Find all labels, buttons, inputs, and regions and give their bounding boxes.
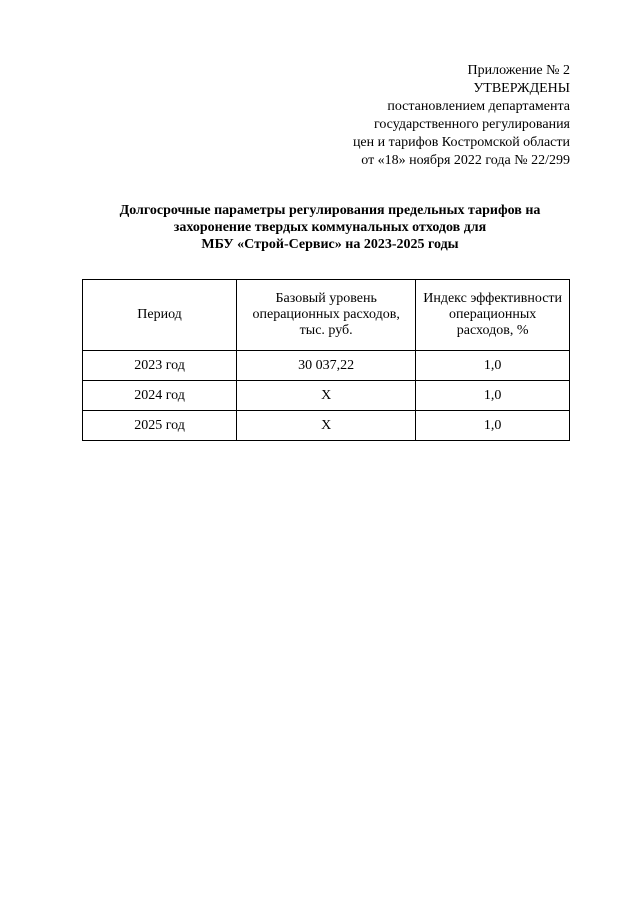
table-row (83, 381, 570, 411)
title-line: МБУ «Строй-Сервис» на 2023-2025 годы (201, 237, 459, 252)
cell-period: 2024 год (83, 381, 237, 411)
approval-line: постановлением департамента (387, 99, 570, 114)
cell-efficiency-index: 1,0 (416, 351, 570, 381)
approval-date-number: от «18» ноября 2022 года № 22/299 (361, 153, 570, 168)
cell-efficiency-index: 1,0 (416, 411, 570, 441)
table-header-row (83, 280, 570, 351)
document-title (80, 202, 580, 253)
cell-period: 2023 год (83, 351, 237, 381)
cell-base-level: Х (237, 381, 416, 411)
cell-efficiency-index: 1,0 (416, 381, 570, 411)
approved-label: УТВЕРЖДЕНЫ (473, 81, 570, 96)
header-efficiency-index: Индекс эффективности операционных расходов, % (416, 280, 570, 351)
title-line: захоронение твердых коммунальных отходов для (173, 220, 487, 235)
header-base-level: Базовый уровень операционных расходов, тыс. руб. (237, 280, 416, 351)
table-row (83, 411, 570, 441)
appendix-number: Приложение № 2 (467, 63, 570, 78)
cell-period: 2025 год (83, 411, 237, 441)
parameters-table (82, 279, 570, 441)
table-row (83, 351, 570, 381)
cell-base-level: 30 037,22 (237, 351, 416, 381)
approval-line: государственного регулирования (373, 117, 570, 132)
title-line: Долгосрочные параметры регулирования предельных тарифов на (119, 203, 541, 218)
approval-block (353, 62, 570, 170)
approval-line: цен и тарифов Костромской области (352, 135, 570, 150)
header-period: Период (83, 280, 237, 351)
cell-base-level: Х (237, 411, 416, 441)
